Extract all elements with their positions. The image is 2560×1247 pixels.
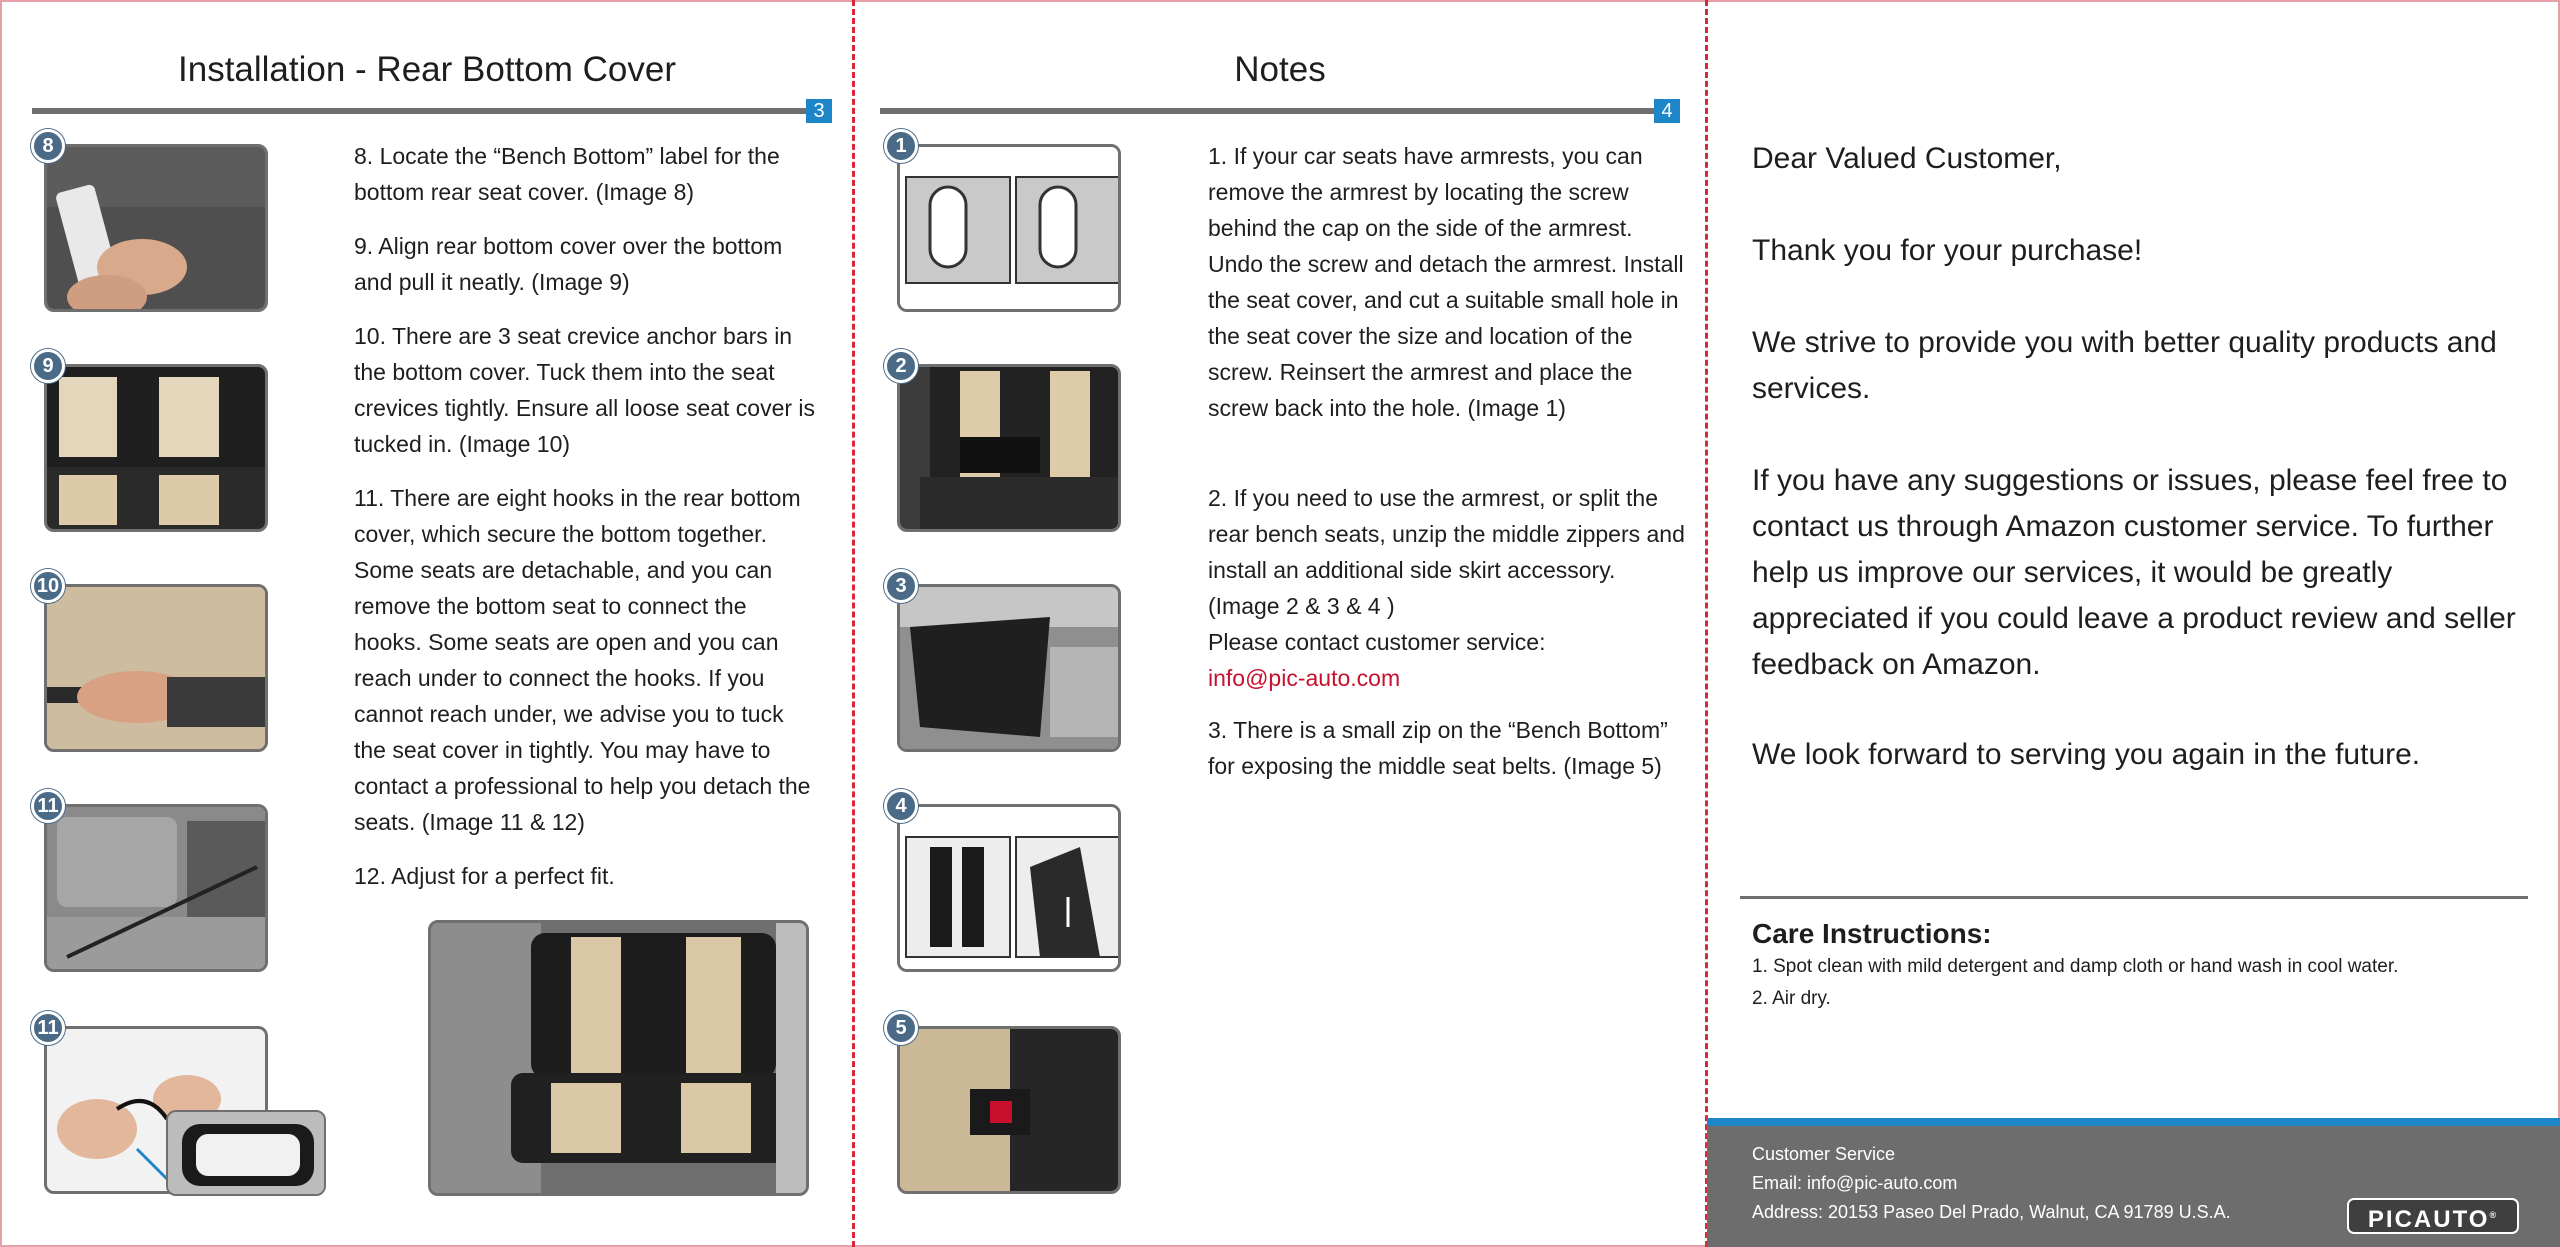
image-8-bench-bottom-label (44, 144, 268, 312)
image-badge-9: 9 (31, 349, 65, 383)
care-item-1: 1. Spot clean with mild detergent and damp cloth or hand wash in cool water. (1752, 956, 2399, 977)
image-1-armrest-screw (897, 144, 1121, 312)
fold-divider-1 (852, 0, 855, 1247)
note-1: 1. If your car seats have armrests, you can remove the armrest by locating the screw behind the cap on the side of the armrest. Undo the screw and detach the armrest. Install the seat cover, and cut a suitable small hole in the seat cover the size and location of the screw. Reinsert the armrest and place the screw back into the hole. (Image 1) (1208, 143, 1684, 421)
step-9: 9. Align rear bottom cover over the bottom and pull it neatly. (Image 9) (354, 233, 783, 295)
seat-cover-photo (47, 367, 268, 532)
note-2-email-link[interactable]: info@pic-auto.com (1208, 665, 1401, 691)
finished-seat-photo (431, 923, 809, 1196)
letter-strive: We strive to provide you with better quality products and services. (1752, 326, 2497, 405)
image-badge-2: 2 (884, 349, 918, 383)
image-12-finished-seat (428, 920, 809, 1196)
step-8: 8. Locate the “Bench Bottom” label for the bottom rear seat cover. (Image 8) (354, 143, 780, 205)
footer-email[interactable]: Email: info@pic-auto.com (1752, 1173, 1958, 1193)
side-skirt-diagram (900, 807, 1121, 972)
image-badge-3: 3 (884, 569, 918, 603)
armrest-diagram (900, 147, 1121, 312)
page-number-badge-4: 4 (1654, 99, 1680, 123)
letter-suggestions: If you have any suggestions or issues, please feel free to contact us through Amazon customer service. To further help us improve our services, it would be greatly appreciated if you could leave a product review and seller feedback on Amazon. (1752, 464, 2516, 681)
customer-service-footer (1707, 1118, 2560, 1247)
footer-address: Address: 20153 Paseo Del Prado, Walnut, CA 91789 U.S.A. (1752, 1202, 2231, 1222)
image-9-align-cover (44, 364, 268, 532)
image-2-armrest-open (897, 364, 1121, 532)
picauto-logo (2347, 1198, 2519, 1234)
split-bench-photo (900, 587, 1121, 752)
note-3: 3. There is a small zip on the “Bench Bottom” for exposing the middle seat belts. (Image 5) (1208, 717, 1668, 779)
footer-label: Customer Service (1752, 1144, 1896, 1164)
image-badge-1: 1 (884, 129, 918, 163)
note-2-text: 2. If you need to use the armrest, or split the rear bench seats, unzip the middle zippers and install an additional side skirt accessory. (Image 2 & 3 & 4 ) (1208, 485, 1685, 619)
image-badge-8: 8 (31, 129, 65, 163)
seat-armrest-photo (900, 367, 1121, 532)
logo-registered-mark: ® (2489, 1210, 2499, 1220)
image-badge-11-hooks: 11 (31, 1011, 65, 1045)
panel2-title: Notes (1234, 50, 1326, 89)
letter-thanks: Thank you for your purchase! (1752, 234, 2143, 267)
image-3-split-bench (897, 584, 1121, 752)
image-11-rear-seat (44, 804, 268, 972)
step-11: 11. There are eight hooks in the rear bottom cover, which secure the bottom together. Some seats are detachable, and you can remove the bottom seat to connect the hooks. Some seats are open and you can reach under to connect the hooks. If you cannot reach under, we advise you to tuck the seat cover in tightly. You may have to contact a professional to help you detach the seats. (Image 11 & 12) (354, 485, 811, 835)
image-badge-11: 11 (31, 789, 65, 823)
image-10-anchor-bars (44, 584, 268, 752)
seat-crevice-photo (47, 587, 268, 752)
image-badge-5: 5 (884, 1011, 918, 1045)
logo-text: PICAUTO (2367, 1206, 2490, 1233)
letter-closing: We look forward to serving you again in the future. (1752, 738, 2421, 771)
image-5-seat-belt-zip (897, 1026, 1121, 1194)
care-divider (1740, 896, 2528, 899)
image-11-hooks-inset (166, 1110, 326, 1196)
letter-greeting: Dear Valued Customer, (1752, 142, 2062, 175)
fold-divider-2 (1705, 0, 1708, 1247)
step-12: 12. Adjust for a perfect fit. (354, 863, 615, 889)
seat-underside-inset (168, 1112, 326, 1196)
panel1-title: Installation - Rear Bottom Cover (178, 50, 676, 89)
image-badge-4: 4 (884, 789, 918, 823)
seat-label-photo (47, 147, 268, 312)
care-item-2: 2. Air dry. (1752, 988, 1831, 1009)
seat-belt-zip-photo (900, 1029, 1121, 1194)
image-badge-10: 10 (31, 569, 65, 603)
step-10: 10. There are 3 seat crevice anchor bars in the bottom cover. Tuck them into the seat crevices tightly. Ensure all loose seat cover is tucked in. (Image 10) (354, 323, 816, 457)
gray-seat-photo (47, 807, 268, 972)
panel1-title-rule (32, 108, 822, 114)
note-2 (1208, 480, 1688, 696)
panel2-title-rule (880, 108, 1680, 114)
care-instructions-title: Care Instructions: (1752, 918, 1992, 949)
note-2-contact: Please contact customer service: (1208, 629, 1546, 655)
page-number-badge: 3 (806, 99, 832, 123)
image-4-side-skirt (897, 804, 1121, 972)
